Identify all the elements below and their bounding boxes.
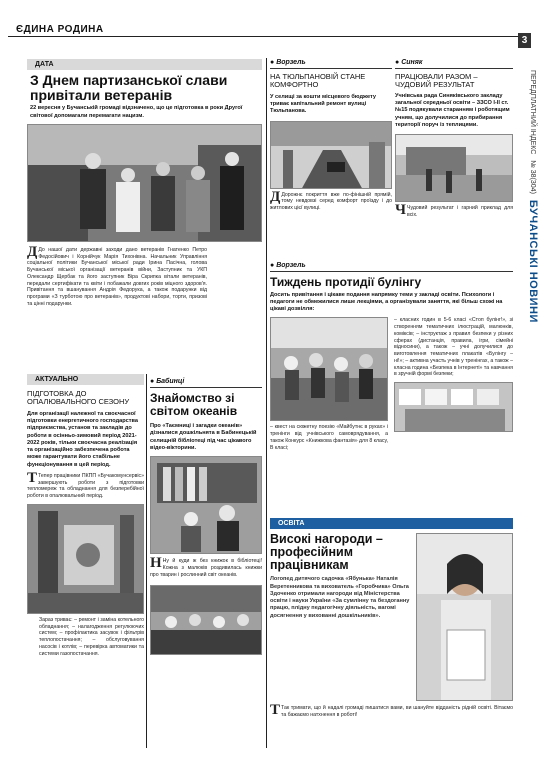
article-title: Знайомство зі світом океанів: [150, 391, 238, 418]
page-header: [8, 23, 518, 37]
article-title: НА ТЮЛЬПАНОВІЙ СТАНЕ КОМФОРТНО: [270, 72, 366, 89]
school-cleanup-photo-icon: [396, 135, 513, 202]
article-title: Високі нагороди – професійним працівникам: [270, 532, 383, 573]
veterans-greeting-photo-icon: [28, 125, 262, 242]
boiler-photo: [27, 504, 144, 614]
award-woman-photo: [416, 533, 513, 701]
article-body: Т Тепер працівники ПКПП «Бучакомунсервіс» завершують роботи з підготовки тепломереж та обладнання для безперебійної роботи в опалювальний період.: [27, 469, 144, 500]
subscription-index-label: ПЕРЕДПЛАТНИЙ ІНДЕКС: [529, 70, 537, 155]
article-lead: Логопед дитячого садочка «Ябунька» Наталія Веретенникова та вихователь «Горобчика» Ольга Здоченко отримали нагороди від Міністерства освіти і науки України «За сумлінну та бездоганну працю, плідну педагогічну діяльність, вагомі досягнення у вихованні дошкільників».: [270, 576, 410, 619]
library-event-photo: [150, 585, 262, 655]
article-body: Н Ну й куди ж без книжок в бібліотеці! Кожна з малюків роздивилась книжки про тварин і рослинний світ океанів.: [150, 555, 262, 578]
column-divider: [266, 58, 267, 748]
article-body: Д До нашої дати державні заходи дано ветеранів Гнатенко Петро Федосійович і Корнійчук Марія Тихонівна. Начальник Управління соціальної політики Бучанської міської ради Ірина Пасічна, голова Бучанської міської організації ветеранів війни, Заступник та УКП Олександр Щербак та його заступник Віра Скрипка вітали ветеранів, передали сертифікати та квіти і побажали довгих років міцного здоров'я. Привітання та вшанування Андрія Федорука, а також подарунки від програми «З турботою про ветеранів», продуктові набори, торти, призові та цінні подарунки.: [27, 243, 207, 307]
article-lead: У селищі за кошти місцевого бюджету триває капітальний ремонт вулиці Тюльпанова.: [270, 93, 376, 115]
article-body-list: Зараз триває: – ремонт і заміна котельного обладнання; – налагодження регулюючих систем; – профілактика засувок і фільтрів теплопостачання; – обслуговування насосів і котлів; – перевірка автоматики та системи газопостачання.: [39, 616, 144, 657]
vertical-masthead: [518, 60, 548, 700]
article-ocean-world: [150, 376, 262, 746]
article-body: – класних годин в 5-6 класі «Стоп булінг!», зі створенням тематичних ілюстрацій, малюнків, коміксів; – інструктаж з правил безпеки у різних сферах (дистанція, правила, ігри, сімейні відносини), а також – учні долучилися до виготовлення тематичних плакатів «Булінгу – ні!»; – активна участь учнів у тренінгах, а також – класна година «Безпека в Інтернеті» та навчання в зручній формі безпеки;: [394, 317, 513, 378]
award-woman-photo-icon: [417, 534, 513, 701]
article-heating-season: [27, 374, 144, 744]
column-divider: [146, 374, 147, 748]
article-body: Д Дорожнє покриття вже по-фінішній прямій, тому невдовзі серед комфорт проїзду і до житлових цієї вулиці.: [270, 188, 392, 212]
article-anti-bullying: [270, 260, 513, 510]
article-partisan-day: [27, 59, 262, 357]
page-number: 3: [518, 33, 531, 48]
article-high-awards: [270, 518, 513, 746]
article-caption: – квест на сюжетну поезію «Майбутнє в руках» і тренінги від учнівського самоврядування, а також Конкурс «Книжкова фантазія» для 8 класу, В класі;: [270, 424, 389, 451]
article-body: Ч Чудовий результат і гарний приклад для всіх.: [395, 202, 513, 219]
school-cleanup-photo: [395, 134, 513, 202]
article-title: ПРАЦЮВАЛИ РАЗОМ – ЧУДОВИЙ РЕЗУЛЬТАТ: [395, 72, 478, 89]
library-ocean-photo: [150, 456, 262, 554]
children-drawings-photo-icon: [395, 383, 513, 432]
location-label: Бабинці: [156, 378, 185, 385]
boiler-photo-icon: [28, 505, 144, 614]
section-tag-education: ОСВІТА: [270, 518, 513, 529]
location-label: Ворзель: [276, 59, 306, 66]
article-title: ПІДГОТОВКА ДО ОПАЛЮВАЛЬНОГО СЕЗОНУ: [27, 389, 130, 406]
library-event-photo-icon: [151, 586, 262, 655]
section-header-label: ЄДИНА РОДИНА: [16, 24, 104, 35]
article-body-text: Чудовий результат і гарний приклад для всіх.: [407, 205, 513, 218]
article-lead: Учнівська рада Синяківського закладу загальної середньої освіти – ЗЗСО І-ІІ ст. №15 подякували старанням і роботящим учням, що долучилися до прибирання території поруч із теплицями.: [395, 92, 510, 128]
classroom-photo: [270, 317, 388, 421]
location-tag: ● Ворзель: [270, 57, 392, 69]
article-school-cleanup: [395, 57, 513, 257]
article-body-text: Ну й куди ж без книжок в бібліотеці! Кожна з малюків роздивилась книжки про тварин і рослинний світ океанів.: [150, 558, 262, 578]
section-tag-topical: АКТУАЛЬНО: [27, 374, 144, 385]
location-label: Ворзель: [276, 262, 306, 269]
veterans-photo: [27, 124, 262, 242]
article-lead: Про «Таємниці і загадки океанів» дізналися дошкільнята в Бабинецькій селищній бібліотеці під час цікавого відео-вікторини.: [150, 423, 257, 451]
newspaper-brand: БУЧАНСЬКІ НОВИНИ: [527, 199, 539, 323]
article-lead: Для організації належної та своєчасної підготовки енергетичного господарства підприємства, установ та закладів до роботи в осінньо-зимовий період 2021-2022 років, тільки своєчасна реалізація та організаційно забезпечена робота може гарантувати його стабільне функціонування в цей період.: [27, 410, 139, 468]
location-label: Синяк: [401, 59, 423, 66]
issue-number: № 38(304): [529, 160, 537, 194]
article-body-text: Дорожнє покриття вже по-фінішній прямій, тому невдовзі серед комфорт проїзду і до житлових цієї вулиці.: [270, 191, 392, 212]
article-lead: Досить привітання і цікаве подання напрямку теми у закладі освіти. Психологи і педагоги не обмежилися лише лекціями, а організували заняття, які більш схожі на цікаві дозвілля:: [270, 291, 503, 313]
article-body: Т Так тримати, що й надалі громаді пишатися вами, ви шануйте відданість рідній освіті. Вітаємо та бажаємо натхнення в роботі!: [270, 702, 513, 718]
location-tag: ● Бабинці: [150, 376, 262, 388]
road-repair-photo: [270, 121, 392, 189]
article-body-text: Тепер працівники ПКПП «Бучакомунсервіс» завершують роботи з підготовки тепломереж та обладнання для безперебійної роботи в опалювальний період.: [27, 472, 144, 500]
location-tag: ● Ворзель: [270, 260, 513, 272]
children-drawings-photo: [394, 382, 513, 432]
article-body-text: Так тримати, що й надалі громаді пишатися вами, ви шануйте відданість рідній освіті. Вітаємо та бажаємо натхнення в роботі!: [281, 705, 513, 718]
location-tag: ● Синяк: [395, 57, 513, 69]
article-title: З Днем партизанської слави привітали ветеранів: [30, 72, 228, 103]
section-tag-date: ДАТА: [27, 59, 262, 70]
article-tulip-street: [270, 57, 392, 257]
road-repair-photo-icon: [271, 122, 392, 189]
article-lead: 22 вересня у Бучанській громаді відзначено, що це підготовка в роки Другої світової допомагали перемагати нацизм.: [30, 105, 243, 119]
article-title: Тиждень протидії булінгу: [270, 275, 422, 289]
classroom-photo-icon: [271, 318, 388, 421]
library-ocean-photo-icon: [151, 457, 262, 554]
article-body-text: До нашої дати державні заходи дано ветеранів Гнатенко Петро Федосійович і Корнійчук Марія Тихонівна. Начальник Управління соціальної політики Бучанської міської ради Ірина Пасічна, голова Бучанської міської організації ветеранів війни, Заступник та УКП Олександр Щербак та його заступник Віра Скрипка вітали ветеранів, передали сертифікати та квіти і побажали довгих років міцного здоров'я. Привітання та вшанування Андрія Федорука, а також подарунки від програми «З турботою про ветеранів», продуктові набори, торти, призові та цінні подарунки.: [27, 246, 207, 307]
